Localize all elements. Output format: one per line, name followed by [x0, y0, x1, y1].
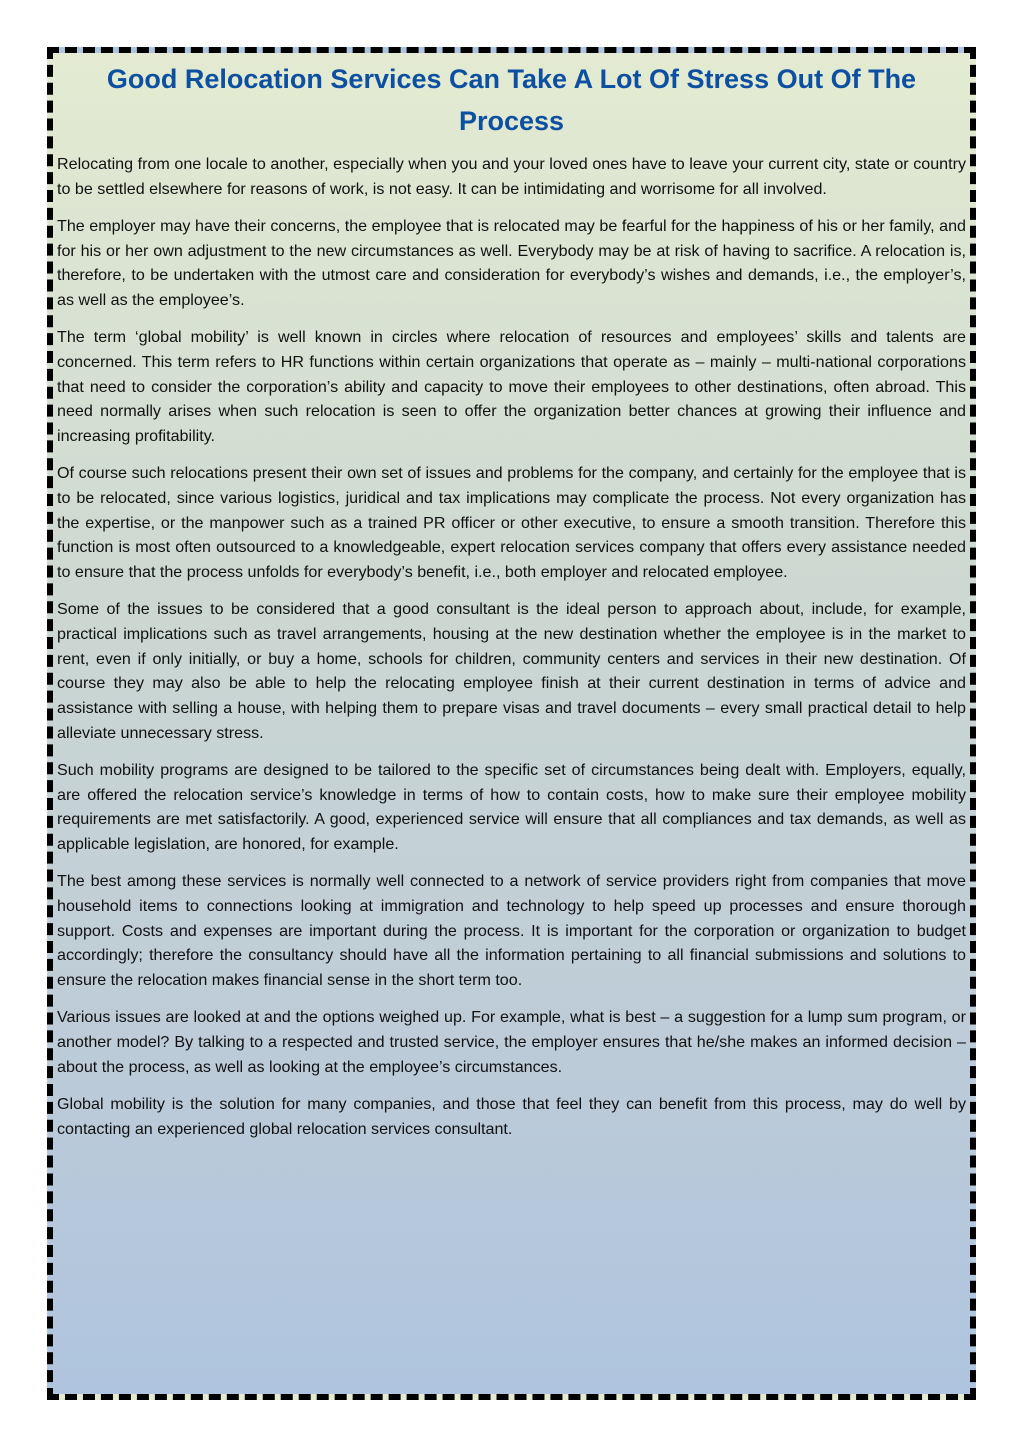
paragraph-8: Various issues are looked at and the options weighed up. For example, what is best – a suggestion for a lump sum program, or another model? By talking to a respected and trusted service, the employer ensures that he/she makes an informed decision – about the process, as well as looking at the employee’s circumstances. — [57, 1008, 966, 1076]
paragraph-9: Global mobility is the solution for many companies, and those that feel they can benefit from this process, may do well by contacting an experienced global relocation services consultant. — [57, 1094, 966, 1138]
paragraph-1: Relocating from one locale to another, especially when you and your loved ones have to leave your current city, state or country to be settled elsewhere for reasons of work, is not easy. It can be intimidating and worrisome for all involved. — [57, 155, 966, 198]
dashed-page-border — [47, 47, 976, 1400]
paragraph-2: The employer may have their concerns, the employee that is relocated may be fearful for the happiness of his or her family, and for his or her own adjustment to the new circumstances as well. Everybody may be at risk of having to sacrifice. A relocation is, therefore, to be undertaken with the utmost care and consideration for everybody’s wishes and demands, i.e., the employer’s, as well as the employee’s. — [57, 216, 966, 310]
paragraph-7: The best among these services is normally well connected to a network of service providers right from companies that move household items to connections looking at immigration and technology to help speed up processes and ensure thorough support. Costs and expenses are important during the process. It is important for the corporation or organization to budget accordingly; therefore the consultancy should have all the information pertaining to all financial submissions and solutions to ensure the relocation makes financial sense in the short term too. — [57, 872, 966, 990]
title-container — [57, 58, 966, 142]
paragraph-3: The term ‘global mobility’ is well known in circles where relocation of resources and employees’ skills and talents are concerned. This term refers to HR functions within certain organizations that operate as – mainly – multi-national corporations that need to consider the corporation’s ability and capacity to move their employees to other destinations, often abroad. This need normally arises when such relocation is seen to offer the organization better chances at growing their influence and increasing profitability. — [57, 328, 966, 446]
paragraph-6: Such mobility programs are designed to be tailored to the specific set of circumstances being dealt with. Employers, equally, are offered the relocation service’s knowledge in terms of how to contain costs, how to make sure their employee mobility requirements are met satisfactorily. A good, experienced service will ensure that all compliances and tax demands, as well as applicable legislation, are honored, for example. — [57, 760, 966, 854]
paragraph-4: Of course such relocations present their own set of issues and problems for the company, and certainly for the employee that is to be relocated, since various logistics, juridical and tax implications may complicate the process. Not every organization has the expertise, or the manpower such as a trained PR officer or other executive, to ensure a smooth transition. Therefore this function is most often outsourced to a knowledgeable, expert relocation services company that offers every assistance needed to ensure that the process unfolds for everybody’s benefit, i.e., both employer and relocated employee. — [57, 464, 966, 582]
article-title: Good Relocation Services Can Take A Lot Of Stress Out Of The Process — [106, 64, 917, 136]
paragraph-5: Some of the issues to be considered that a good consultant is the ideal person to approach about, include, for example, practical implications such as travel arrangements, housing at the new destination whether the employee is in the market to rent, even if only initially, or buy a home, schools for children, community centers and services in their new destination. Of course they may also be able to help the relocating employee finish at their current destination in terms of advice and assistance with selling a house, with helping them to prepare visas and travel documents – every small practical detail to help alleviate unnecessary stress. — [57, 600, 966, 742]
article-body — [57, 58, 966, 1154]
